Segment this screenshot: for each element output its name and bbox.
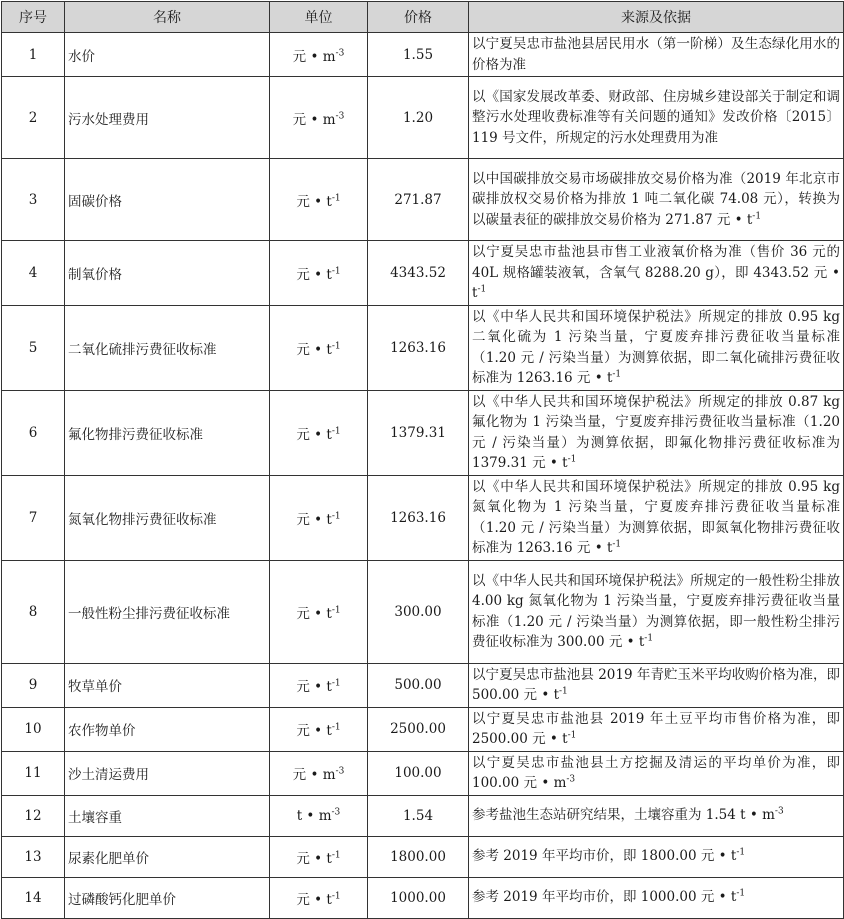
table-row [2, 33, 844, 77]
table-row [2, 475, 844, 560]
unit-exponent: -1 [736, 847, 746, 858]
unit-exponent: -1 [752, 211, 762, 222]
unit-exponent: -1 [567, 730, 577, 741]
row-number: 7 [2, 475, 65, 560]
row-name: 二氧化硫排污费征收标准 [65, 305, 270, 390]
row-name: 过磷酸钙化肥单价 [65, 877, 270, 918]
row-unit: 元 • $t^{-1}$ [270, 390, 368, 475]
row-source: 以宁夏吴忠市盐池县居民用水（第一阶梯）及生态绿化用水的价格为准 [469, 33, 844, 77]
table-row [2, 77, 844, 159]
unit-exponent: -1 [736, 888, 746, 899]
table-row [2, 390, 844, 475]
row-name: 农作物单价 [65, 707, 270, 751]
row-price: 1800.00 [368, 836, 469, 877]
unit-exponent: -1 [644, 633, 654, 644]
row-name: 氮氧化物排污费征收标准 [65, 475, 270, 560]
table-row [2, 877, 844, 918]
row-name: 土壤容重 [65, 795, 270, 836]
row-price: 1263.16 [368, 475, 469, 560]
row-unit: 元 • $t^{-1}$ [270, 241, 368, 306]
row-source: 以《中华人民共和国环境保护税法》所规定的排放 0.95 kg 氮氧化物为 1 污染当量，宁夏废弃排污费征收当量标准（1.20 元 / 污染当量）为测算依据，即氮氧化物排污费征收标准为 1263.16 元 • $t^{-1}$ [469, 475, 844, 560]
row-unit: 元 • $t^{-1}$ [270, 663, 368, 707]
row-number: 3 [2, 159, 65, 241]
price-table [1, 1, 844, 919]
row-price: 271.87 [368, 159, 469, 241]
row-number: 9 [2, 663, 65, 707]
row-price: 4343.52 [368, 241, 469, 306]
row-unit: 元 • $t^{-1}$ [270, 707, 368, 751]
row-name: 污水处理费用 [65, 77, 270, 159]
row-name: 水价 [65, 33, 270, 77]
header-source: 来源及依据 [469, 2, 844, 33]
row-number: 5 [2, 305, 65, 390]
row-unit: 元 • $t^{-1}$ [270, 877, 368, 918]
row-name: 氟化物排污费征收标准 [65, 390, 270, 475]
unit-exponent: -3 [774, 806, 784, 817]
row-unit: 元 • $m^{-3}$ [270, 33, 368, 77]
row-unit: 元 • $t^{-1}$ [270, 836, 368, 877]
row-number: 2 [2, 77, 65, 159]
table-row [2, 836, 844, 877]
row-price: 500.00 [368, 663, 469, 707]
row-price: 1379.31 [368, 390, 469, 475]
row-name: 固碳价格 [65, 159, 270, 241]
table-row [2, 560, 844, 663]
row-source: 以宁夏吴忠市盐池县 2019 年土豆平均市售价格为准，即 2500.00 元 • $t^{-1}$ [469, 707, 844, 751]
row-unit: 元 • $t^{-1}$ [270, 560, 368, 663]
header-name: 名称 [65, 2, 270, 33]
row-number: 6 [2, 390, 65, 475]
header-no: 序号 [2, 2, 65, 33]
row-number: 8 [2, 560, 65, 663]
row-number: 12 [2, 795, 65, 836]
unit-exponent: -3 [566, 774, 576, 785]
table-row [2, 751, 844, 795]
row-unit: 元 • $t^{-1}$ [270, 159, 368, 241]
unit-exponent: -1 [612, 369, 622, 380]
row-unit: t • $m^{-3}$ [270, 795, 368, 836]
unit-exponent: -1 [559, 686, 568, 697]
table-row [2, 707, 844, 751]
row-price: 1.54 [368, 795, 469, 836]
row-price: 1000.00 [368, 877, 469, 918]
unit-exponent: -1 [477, 284, 487, 295]
row-number: 11 [2, 751, 65, 795]
row-number: 14 [2, 877, 65, 918]
row-number: 10 [2, 707, 65, 751]
table-row [2, 241, 844, 306]
table-header-row [2, 2, 844, 33]
row-source: 以《国家发展改革委、财政部、住房城乡建设部关于制定和调整污水处理收费标准等有关问题的通知》发改价格〔2015〕119 号文件，所规定的污水处理费用为准 [469, 77, 844, 159]
row-source: 以中国碳排放交易市场碳排放交易价格为准（2019 年北京市碳排放权交易价格为排放 1 吨二氧化碳 74.08 元），转换为以碳量表征的碳排放交易价格为 271.87 元 • $t^{-1}$ [469, 159, 844, 241]
row-source: 以《中华人民共和国环境保护税法》所规定的一般性粉尘排放 4.00 kg 氮氧化物为 1 污染当量，宁夏废弃排污费征收当量标准（1.20 元 / 污染当量）为测算依据，即一般性粉尘排污费征收标准为 300.00 元 • $t^{-1}$ [469, 560, 844, 663]
table-row [2, 663, 844, 707]
row-unit: 元 • $t^{-1}$ [270, 305, 368, 390]
table-row [2, 305, 844, 390]
row-source: 以《中华人民共和国环境保护税法》所规定的排放 0.87 kg 氟化物为 1 污染当量，宁夏废弃排污费征收当量标准（1.20 元 / 污染当量）为测算依据，即氟化物排污费征收标准为 1379.31 元 • $t^{-1}$ [469, 390, 844, 475]
row-name: 一般性粉尘排污费征收标准 [65, 560, 270, 663]
row-price: 100.00 [368, 751, 469, 795]
unit-exponent: -1 [612, 539, 622, 550]
row-source: 以宁夏吴忠市盐池县市售工业液氧价格为准（售价 36 元的 40L 规格罐装液氧，含氧气 8288.20 g），即 4343.52 元 • $t^{-1}$ [469, 241, 844, 306]
row-number: 1 [2, 33, 65, 77]
row-price: 300.00 [368, 560, 469, 663]
row-unit: 元 • $m^{-3}$ [270, 77, 368, 159]
row-number: 4 [2, 241, 65, 306]
row-unit: 元 • $t^{-1}$ [270, 475, 368, 560]
unit-exponent: -1 [567, 454, 577, 465]
header-price: 价格 [368, 2, 469, 33]
row-source: 参考 2019 年平均市价，即 1800.00 元 • $t^{-1}$ [469, 836, 844, 877]
row-price: 1.20 [368, 77, 469, 159]
row-source: 以宁夏吴忠市盐池县 2019 年青贮玉米平均收购价格为准，即 500.00 元 • $t^{-1}$ [469, 663, 844, 707]
row-price: 1263.16 [368, 305, 469, 390]
row-source: 参考盐池生态站研究结果，土壤容重为 1.54 t • $m^{-3}$ [469, 795, 844, 836]
row-name: 沙土清运费用 [65, 751, 270, 795]
row-name: 制氧价格 [65, 241, 270, 306]
row-source: 以《中华人民共和国环境保护税法》所规定的排放 0.95 kg 二氧化硫为 1 污染当量，宁夏废弃排污费征收当量标准（1.20 元 / 污染当量）为测算依据，即二氧化硫排污费征收标准为 1263.16 元 • $t^{-1}$ [469, 305, 844, 390]
row-price: 1.55 [368, 33, 469, 77]
row-source: 以宁夏吴忠市盐池县土方挖掘及清运的平均单价为准，即 100.00 元 • $m^{-3}$ [469, 751, 844, 795]
row-name: 尿素化肥单价 [65, 836, 270, 877]
row-name: 牧草单价 [65, 663, 270, 707]
row-number: 13 [2, 836, 65, 877]
row-source: 参考 2019 年平均市价，即 1000.00 元 • $t^{-1}$ [469, 877, 844, 918]
table-row [2, 159, 844, 241]
row-unit: 元 • $m^{-3}$ [270, 751, 368, 795]
row-price: 2500.00 [368, 707, 469, 751]
table-row [2, 795, 844, 836]
header-unit: 单位 [270, 2, 368, 33]
